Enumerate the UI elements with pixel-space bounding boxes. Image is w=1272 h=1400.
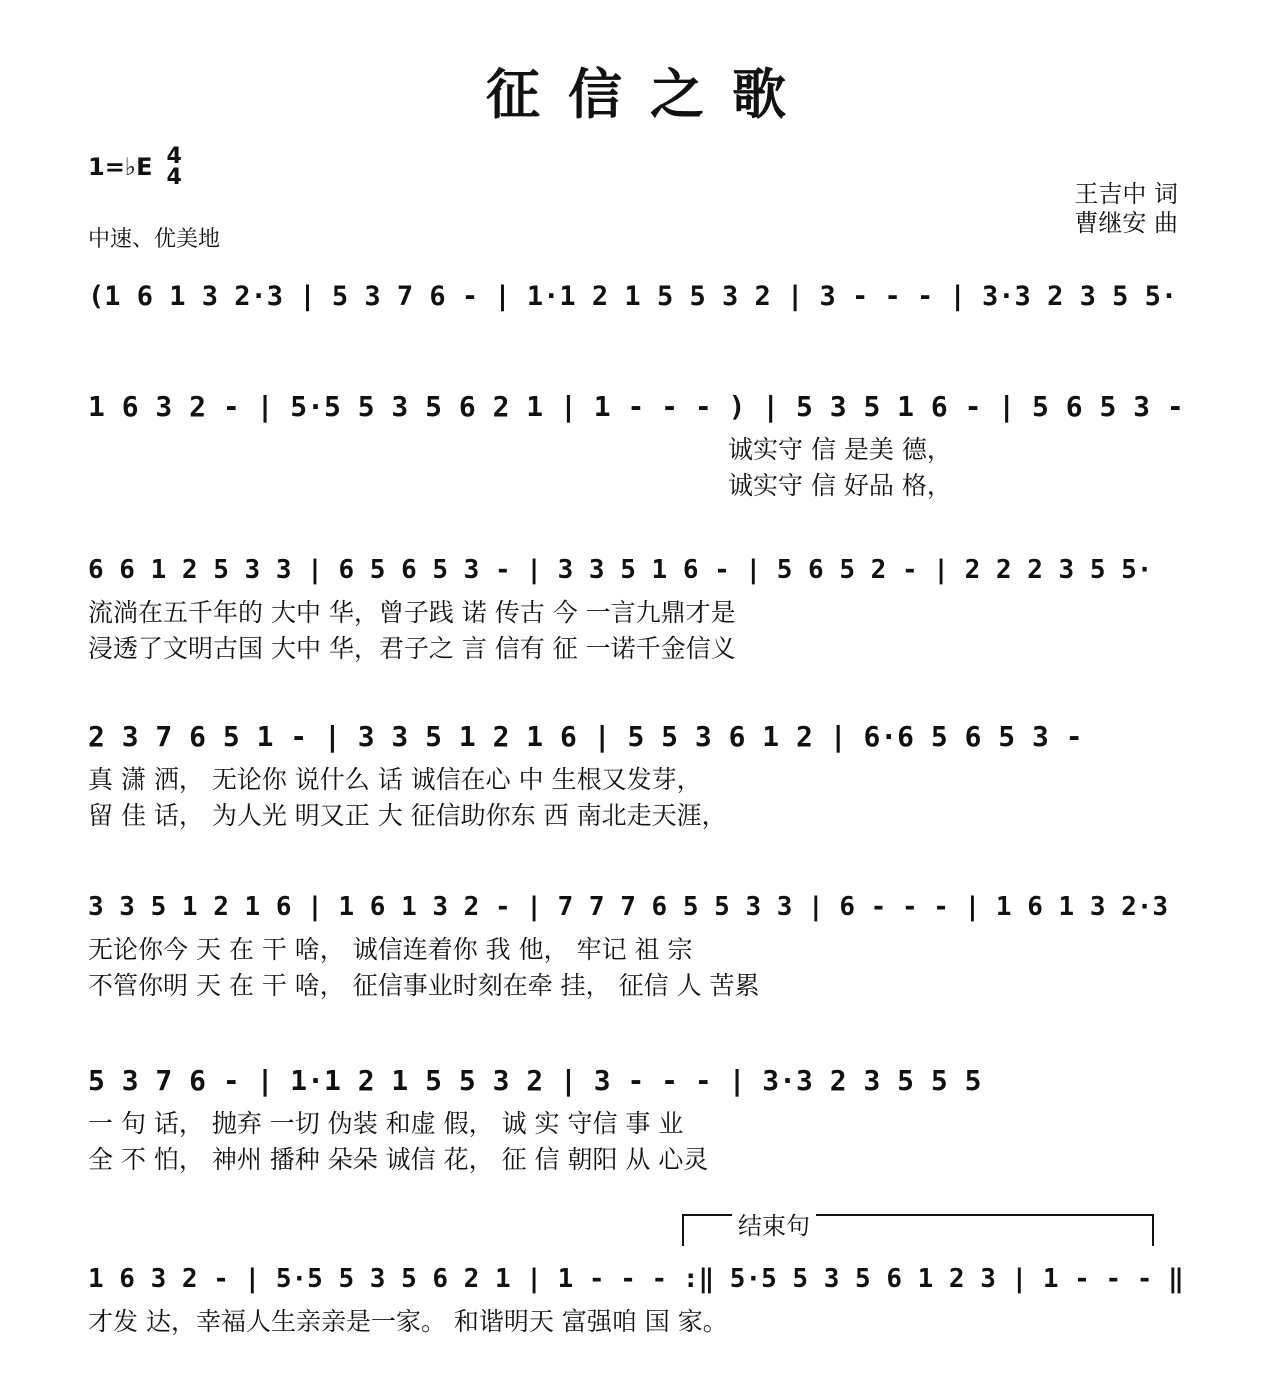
time-bottom: 4	[166, 165, 182, 190]
score-line-7	[88, 1254, 1188, 1340]
key-signature	[88, 146, 182, 188]
score-line-1	[88, 272, 1188, 322]
lyric-line-5-verse-2: 不管你明 天 在 干 啥， 征信事业时刻在牵 挂， 征信 人 苦累	[88, 971, 760, 1000]
notes-line-2: 1 6 3 2 - | 5·5 5 3 5 6 2 1 | 1 - - - ) | 5 3 5 1 6 - | 5 6 5 3 -	[88, 390, 1184, 423]
lyric-line-2-verse-2: 诚实守 信 好品 格，	[728, 471, 952, 500]
notes-line-5: 3 3 5 1 2 1 6 | 1 6 1 3 2 - | 7 7 7 6 5 5 3 3 | 6 - - - | 1 6 1 3 2·3	[88, 892, 1169, 922]
notes-line-4: 2 3 7 6 5 1 - | 3 3 5 1 2 1 6 | 5 5 3 6 1 2 | 6·6 5 6 5 3 -	[88, 720, 1083, 753]
lyric-line-6-verse-2: 全 不 怕， 神州 播种 朵朵 诚信 花， 征 信 朝阳 从 心灵	[88, 1145, 709, 1174]
notes-line-3: 6 6 1 2 5 3 3 | 6 5 6 5 3 - | 3 3 5 1 6 - | 5 6 5 2 - | 2 2 2 3 5 5·	[88, 555, 1153, 585]
song-title: 征信之歌	[486, 62, 814, 126]
notes-line-6: 5 3 7 6 - | 1·1 2 1 5 5 3 2 | 3 - - - | 3·3 2 3 5 5 5	[88, 1064, 982, 1097]
lyric-line-5-verse-1: 无论你今 天 在 干 啥， 诚信连着你 我 他， 牢记 祖 宗	[88, 935, 693, 964]
notes-line-7: 1 6 3 2 - | 5·5 5 3 5 6 2 1 | 1 - - - :‖ 5·5 5 3 5 6 1 2 3 | 1 - - - ‖	[88, 1264, 1184, 1294]
lyric-line-4-verse-2: 留 佳 话， 为人光 明又正 大 征信助你东 西 南北走天涯，	[88, 801, 727, 830]
lyric-line-4-verse-1: 真 潇 洒， 无论你 说什么 话 诚信在心 中 生根又发芽，	[88, 765, 702, 794]
composer: 曹继安 曲	[1074, 209, 1178, 237]
key-label: 1=♭E	[88, 153, 153, 181]
lyric-line-3-verse-1: 流淌在五千年的 大中 华，曾子践 诺 传古 今 一言九鼎才是	[88, 598, 736, 627]
score-line-2	[88, 382, 1188, 504]
score-line-3	[88, 545, 1188, 667]
notes-line-1: (1 6 1 3 2·3 | 5 3 7 6 - | 1·1 2 1 5 5 3 2 | 3 - - - | 3·3 2 3 5 5·	[88, 281, 1178, 312]
time-top: 4	[166, 144, 182, 169]
credits	[1074, 180, 1178, 238]
score-line-5	[88, 882, 1188, 1004]
score-line-4	[88, 712, 1188, 834]
lyric-line-7-verse-1: 才发 达，幸福人生亲亲是一家。 和谐明天 富强咱 国 家。	[88, 1307, 728, 1336]
time-signature	[167, 146, 182, 188]
lyric-line-6-verse-1: 一 句 话， 抛弃 一切 伪装 和虚 假， 诚 实 守信 事 业	[88, 1109, 684, 1138]
lyricist: 王吉中 词	[1074, 180, 1178, 208]
lyric-line-2-verse-1: 诚实守 信 是美 德，	[728, 435, 952, 464]
ending-label: 结束句	[732, 1212, 816, 1240]
lyric-line-3-verse-2: 浸透了文明古国 大中 华，君子之 言 信有 征 一诺千金信义	[88, 634, 736, 663]
score-line-6	[88, 1056, 1188, 1178]
tempo-marking: 中速、优美地	[88, 227, 221, 252]
